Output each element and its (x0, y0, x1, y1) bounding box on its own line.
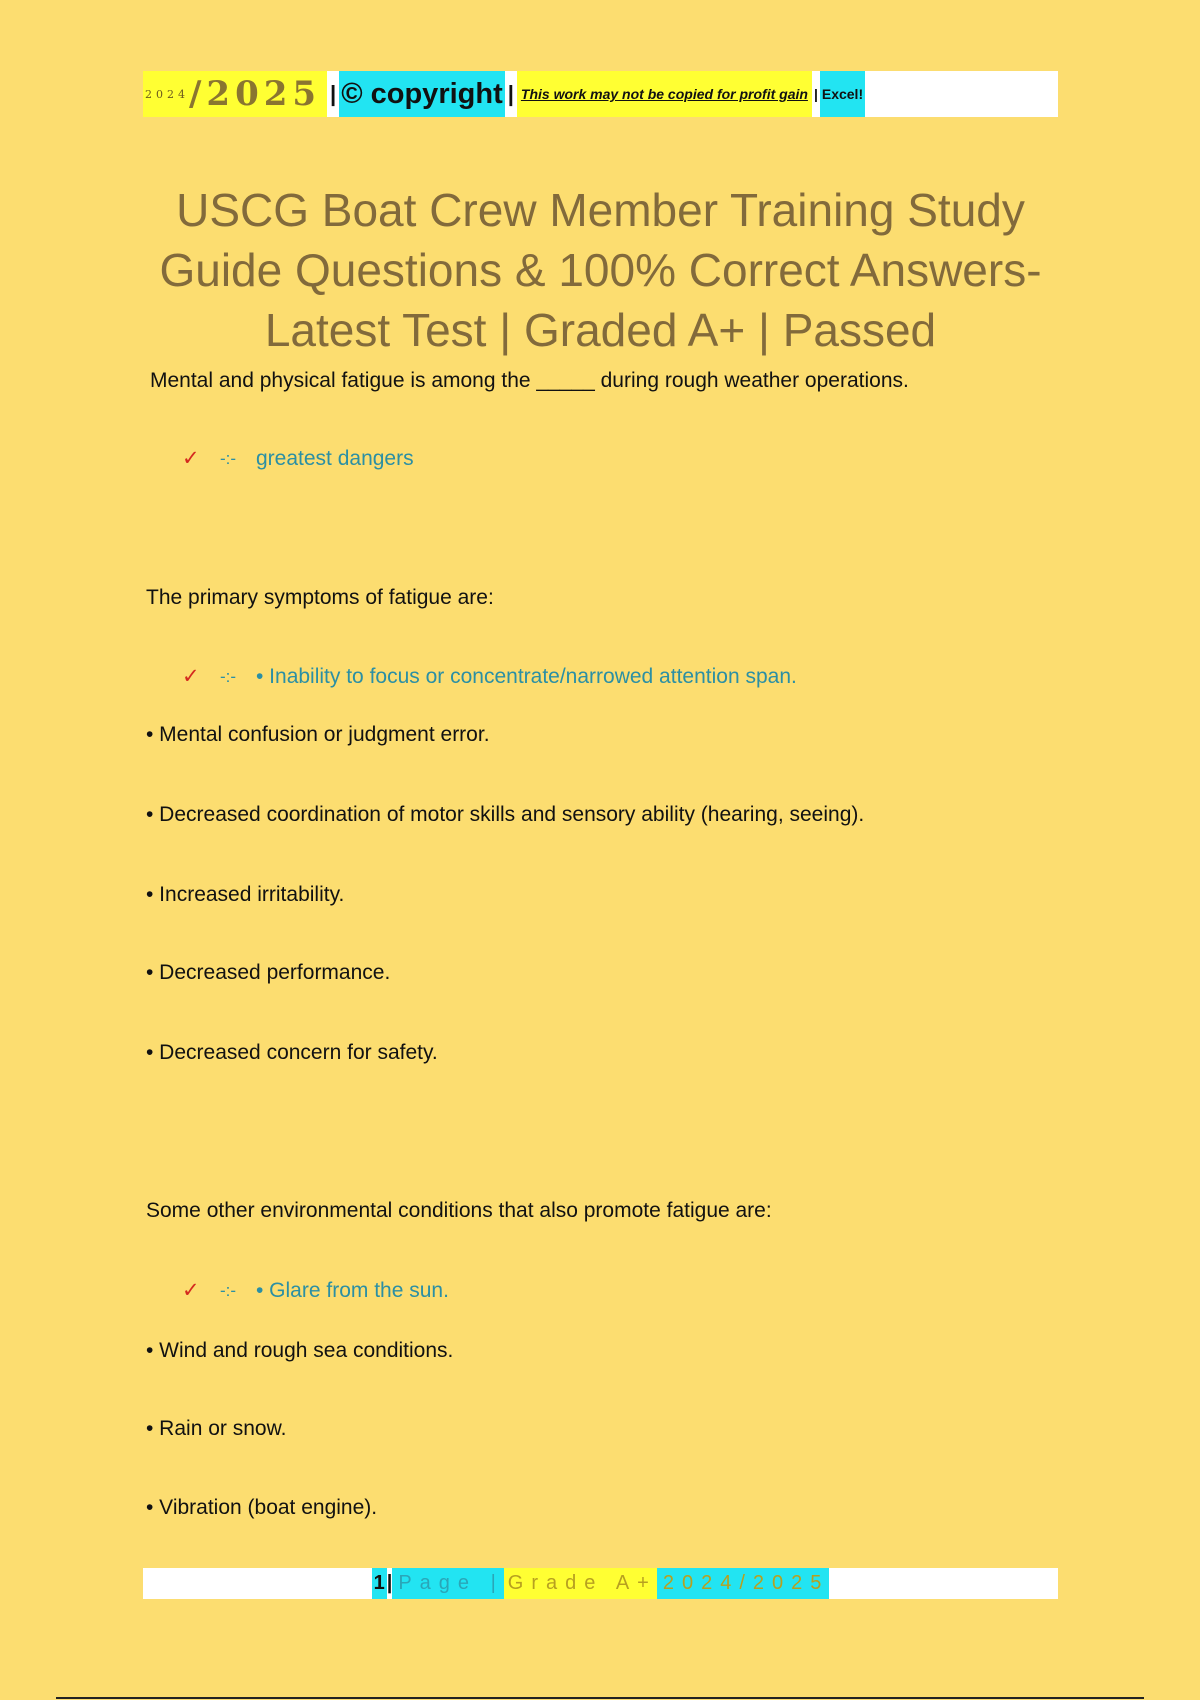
question-1: Mental and physical fatigue is among the _____ during rough weather operations. (150, 369, 909, 392)
list-item: • Vibration (boat engine). (146, 1496, 378, 1519)
list-item: • Increased irritability. (146, 883, 345, 906)
footer-page-label: Page | (392, 1568, 503, 1599)
footer-bar (143, 1568, 1058, 1599)
title-line-1: USCG Boat Crew Member Training Study (176, 184, 1025, 236)
header-excel: Excel! (820, 71, 865, 117)
question-3: Some other environmental conditions that also promote fatigue are: (146, 1199, 772, 1222)
check-icon: ✓ (182, 665, 200, 688)
answer-3 (182, 1278, 449, 1304)
header-separator-2: | (507, 81, 514, 106)
answer-prefix: -:- (220, 667, 237, 686)
footer-separator: | (386, 1572, 393, 1594)
answer-2 (182, 664, 797, 690)
list-item: • Decreased coordination of motor skills and sensory ability (hearing, seeing). (146, 803, 865, 826)
answer-1 (182, 446, 414, 472)
check-icon: ✓ (182, 1279, 200, 1302)
footer-page-number: 1 (372, 1568, 387, 1599)
title-line-2: Guide Questions & 100% Correct Answers- (159, 244, 1042, 296)
header-notice: This work may not be copied for profit gain (517, 71, 812, 117)
header-year-small: 2024 (145, 87, 189, 101)
list-item: • Rain or snow. (146, 1417, 287, 1440)
header-year (143, 71, 327, 117)
header-separator: | (330, 81, 337, 106)
header-separator-3: | (813, 86, 818, 102)
footer-grade: Grade A+ (504, 1568, 657, 1599)
check-icon: ✓ (182, 447, 200, 470)
header-bar (143, 71, 1058, 117)
page-title (143, 180, 1058, 360)
header-copyright: © copyright (339, 71, 505, 117)
answer-1-text: greatest dangers (256, 447, 414, 470)
list-item: • Decreased performance. (146, 961, 391, 984)
answer-prefix: -:- (220, 1281, 237, 1300)
question-2: The primary symptoms of fatigue are: (146, 586, 494, 609)
answer-2-text: • Inability to focus or concentrate/narrowed attention span. (256, 665, 797, 688)
header-year-big: /2025 (189, 74, 322, 114)
answer-prefix: -:- (220, 449, 237, 468)
footer-year: 2024/2025 (657, 1568, 830, 1599)
list-item: • Mental confusion or judgment error. (146, 723, 490, 746)
list-item: • Decreased concern for safety. (146, 1041, 438, 1064)
answer-3-text: • Glare from the sun. (256, 1279, 449, 1302)
bottom-divider (56, 1697, 1144, 1699)
title-line-3: Latest Test | Graded A+ | Passed (264, 304, 937, 356)
list-item: • Wind and rough sea conditions. (146, 1339, 454, 1362)
